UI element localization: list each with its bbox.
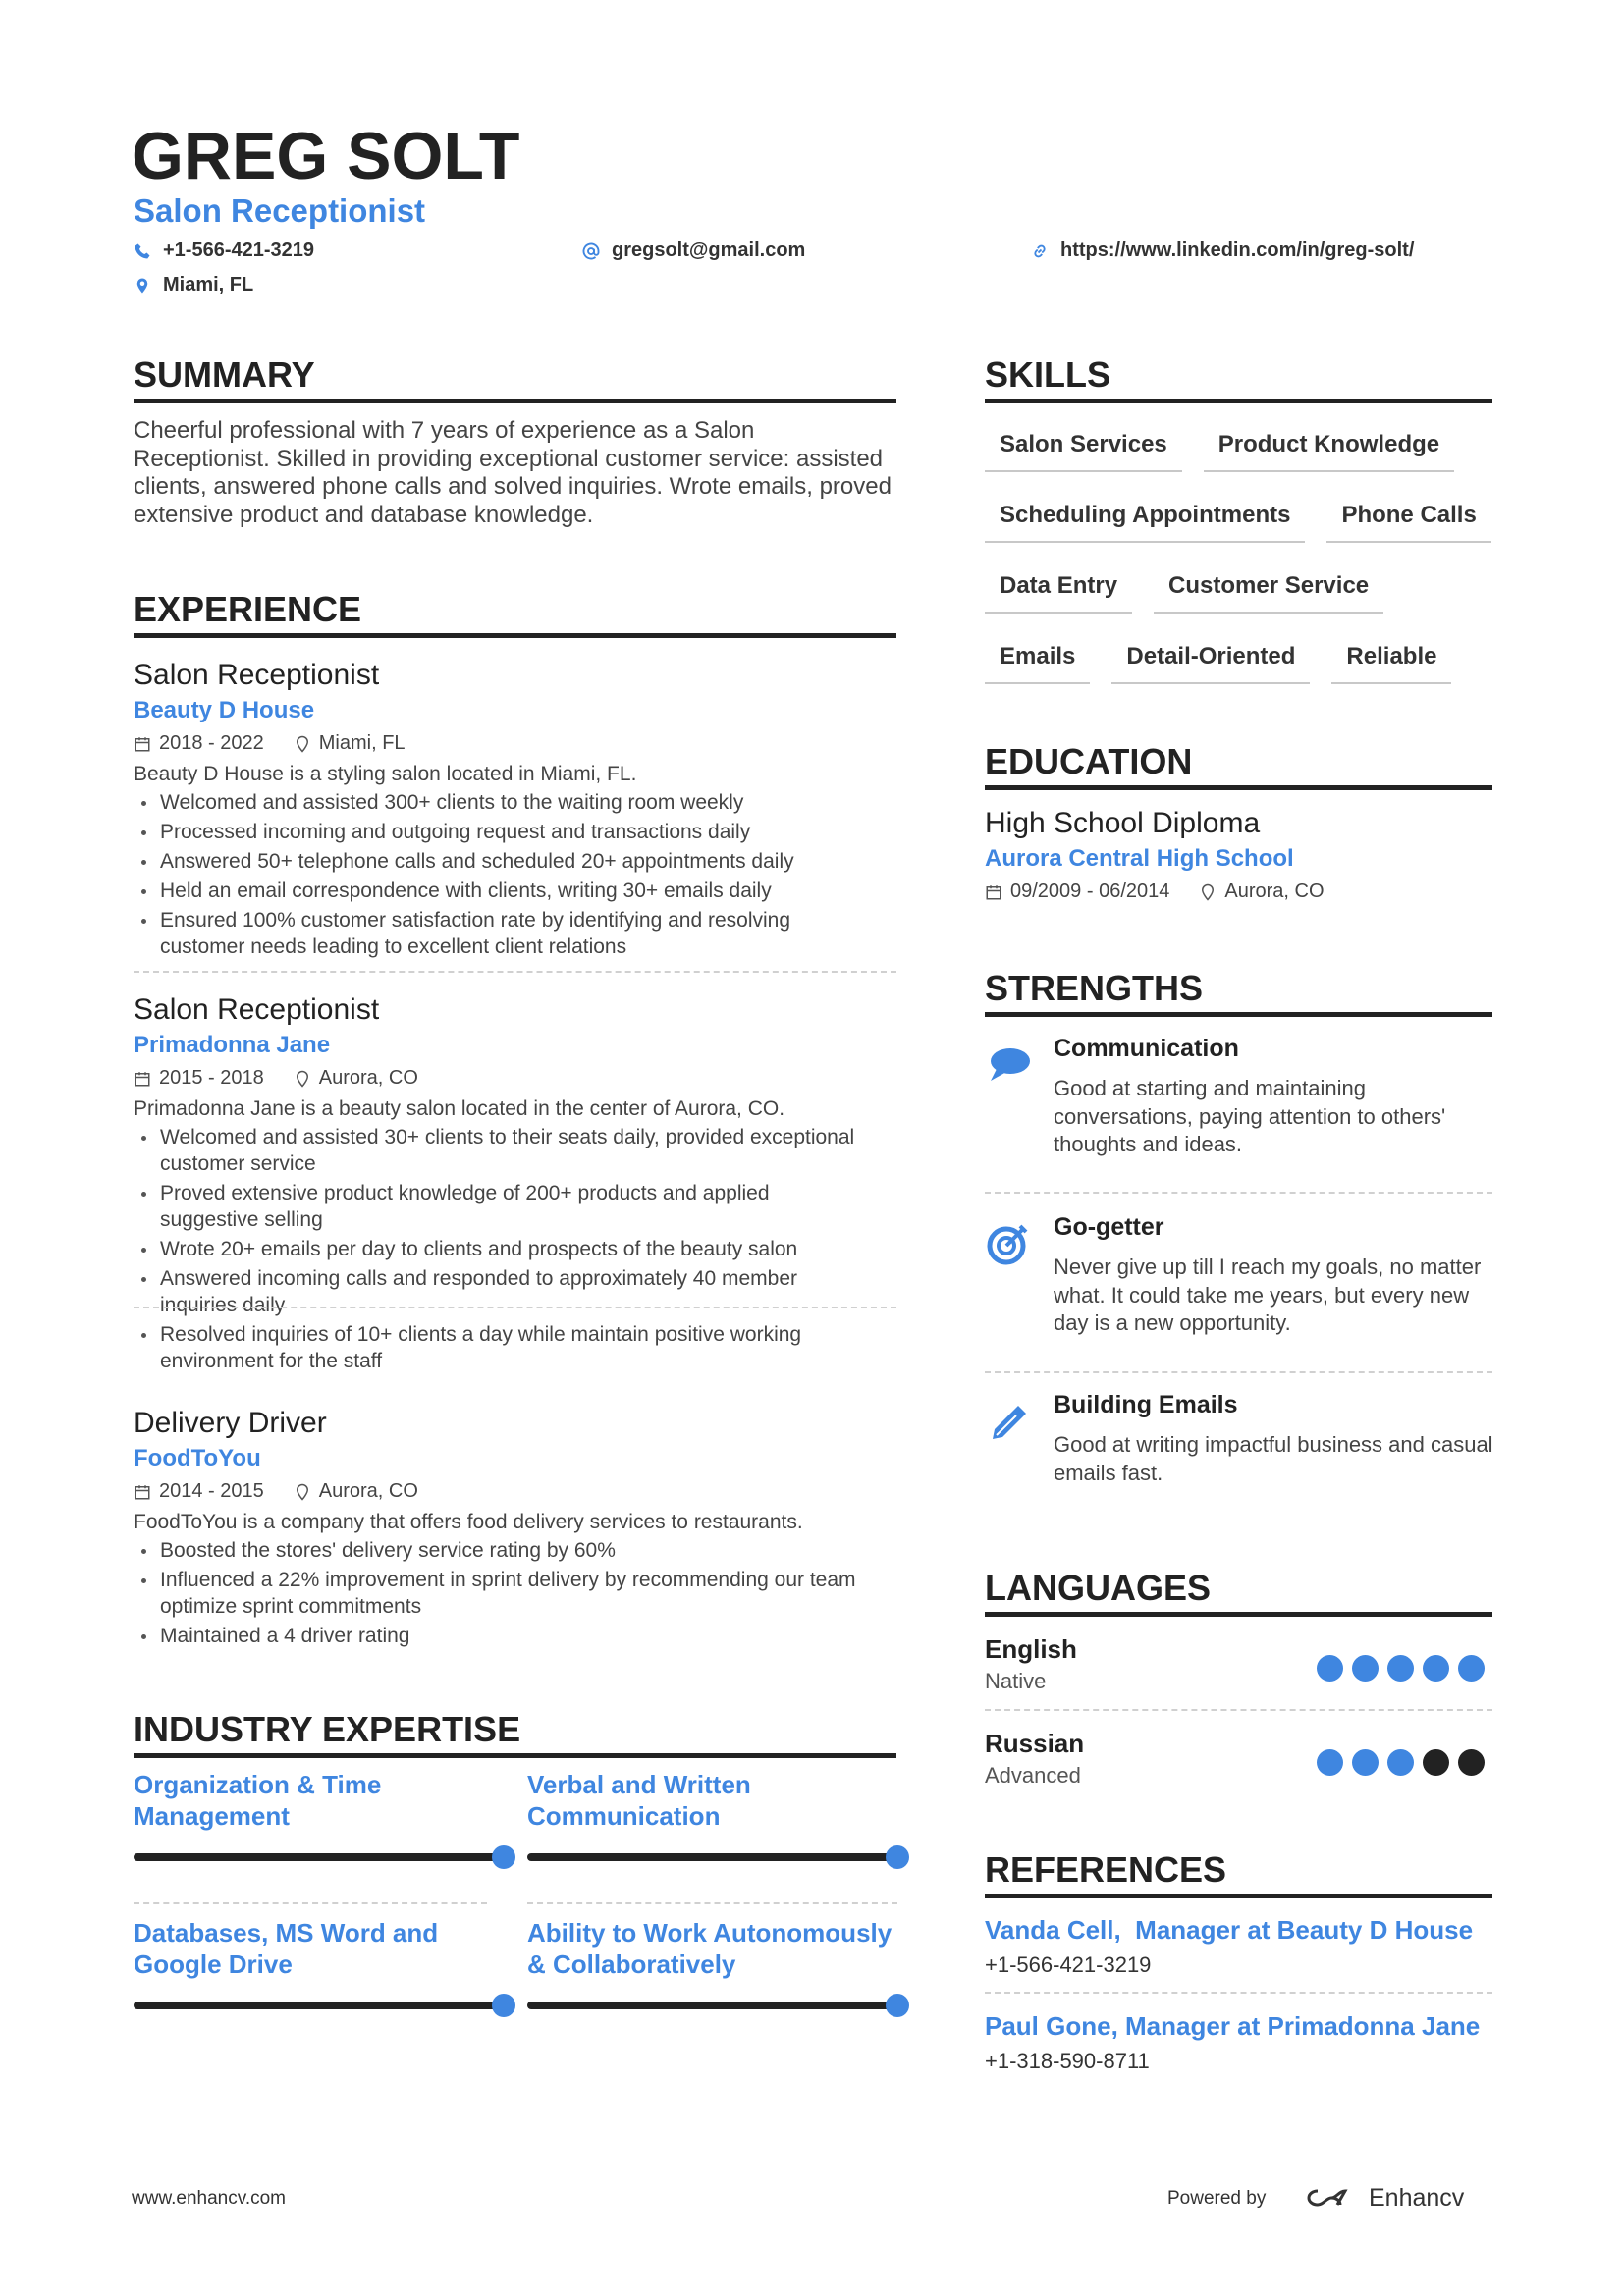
- job-meta: [134, 728, 896, 759]
- skills-section: [985, 355, 1492, 684]
- at-icon: [582, 242, 600, 260]
- footer-powered-by: Powered by: [1167, 2188, 1267, 2209]
- company-name: FoodToYou: [134, 1445, 261, 1471]
- expertise-bar: [134, 2002, 504, 2009]
- rating-dot: [1317, 1749, 1343, 1776]
- linkedin-text: https://www.linkedin.com/in/greg-solt/: [1060, 240, 1415, 261]
- skill-tag: Scheduling Appointments: [985, 494, 1305, 543]
- job-bullet: Welcomed and assisted 30+ clients to their seats daily, provided exceptional customer service: [134, 1124, 860, 1177]
- industry-expertise-section: [134, 1710, 896, 2044]
- expertise-item: [527, 1917, 897, 1980]
- job-bullet: Proved extensive product knowledge of 200+ products and applied suggestive selling: [134, 1180, 860, 1233]
- divider: [985, 1709, 1492, 1711]
- section-heading: EXPERIENCE: [134, 590, 896, 638]
- job-title: Salon Receptionist: [134, 993, 380, 1026]
- expertise-item: [134, 1769, 504, 1832]
- job-location: Aurora, CO: [318, 1067, 418, 1089]
- email-contact[interactable]: [582, 240, 805, 262]
- skill-tag: Salon Services: [985, 423, 1182, 472]
- skill-tag: Customer Service: [1154, 564, 1383, 614]
- job-dates: 2018 - 2022: [159, 732, 264, 754]
- candidate-title: Salon Receptionist: [134, 192, 426, 229]
- language-level: Native: [985, 1669, 1047, 1693]
- expertise-bar: [527, 2002, 897, 2009]
- pencil-icon: [985, 1398, 1032, 1445]
- speech-bubble-icon: [985, 1041, 1032, 1089]
- job-description: FoodToYou is a company that offers food delivery services to restaurants.: [134, 1511, 803, 1533]
- skill-tag: Phone Calls: [1326, 494, 1490, 543]
- job-dates: 2015 - 2018: [159, 1067, 264, 1089]
- reference-name: Paul Gone, Manager at Primadonna Jane: [985, 2011, 1481, 2041]
- expertise-bar-knob: [886, 1845, 909, 1869]
- section-heading: STRENGTHS: [985, 969, 1492, 1017]
- expertise-bar-knob: [886, 1994, 909, 2017]
- expertise-name: Databases, MS Word and Google Drive: [134, 1918, 439, 1979]
- expertise-name: Verbal and Written Communication: [527, 1770, 751, 1831]
- section-heading: SUMMARY: [134, 355, 896, 403]
- calendar-icon: [134, 735, 151, 753]
- linkedin-contact[interactable]: [1031, 240, 1414, 262]
- job-meta: [134, 1476, 896, 1507]
- strength-text: Good at starting and maintaining conversations, paying attention to others' thoughts and ideas.: [1054, 1076, 1446, 1156]
- footer-website[interactable]: www.enhancv.com: [132, 2188, 286, 2209]
- rating-dot: [1352, 1655, 1379, 1682]
- expertise-bar: [134, 1853, 504, 1861]
- reference-phone: +1-318-590-8711: [985, 2049, 1150, 2073]
- email-text: gregsolt@gmail.com: [612, 240, 806, 261]
- location-pin-icon: [294, 1483, 311, 1501]
- expertise-bar-knob: [492, 1994, 515, 2017]
- skill-tag: Product Knowledge: [1204, 423, 1454, 472]
- rating-dot: [1387, 1655, 1414, 1682]
- experience-entry: [134, 658, 896, 963]
- references-section: [985, 1850, 1492, 2096]
- job-dates: 2014 - 2015: [159, 1480, 264, 1502]
- divider: [985, 1371, 1492, 1373]
- candidate-name: GREG SOLT: [132, 119, 520, 193]
- location-text: Miami, FL: [163, 274, 254, 295]
- language-name: English: [985, 1634, 1077, 1664]
- enhancv-logo[interactable]: [1304, 2183, 1464, 2213]
- job-title: Salon Receptionist: [134, 659, 380, 691]
- summary-section: [134, 355, 896, 529]
- rating-dot: [1387, 1749, 1414, 1776]
- phone-contact: [134, 240, 314, 262]
- section-heading: EDUCATION: [985, 742, 1492, 790]
- strength-title: Building Emails: [1054, 1391, 1238, 1418]
- divider: [985, 1992, 1492, 1994]
- language-item: [985, 1633, 1492, 1698]
- target-icon: [985, 1220, 1032, 1267]
- calendar-icon: [134, 1070, 151, 1088]
- rating-dot: [1352, 1749, 1379, 1776]
- location-pin-icon: [134, 277, 151, 294]
- company-name: Primadonna Jane: [134, 1032, 331, 1058]
- reference-item: [985, 2009, 1505, 2080]
- location-pin-icon: [294, 1070, 311, 1088]
- rating-dot: [1423, 1655, 1449, 1682]
- rating-dot: [1458, 1749, 1485, 1776]
- phone-icon: [134, 242, 151, 260]
- job-bullet: Maintained a 4 driver rating: [134, 1623, 860, 1649]
- language-rating: [1317, 1655, 1485, 1682]
- reference-name: Vanda Cell, Manager at Beauty D House: [985, 1915, 1474, 1945]
- divider: [985, 1192, 1492, 1194]
- section-heading: REFERENCES: [985, 1850, 1492, 1898]
- job-location: Miami, FL: [318, 732, 406, 754]
- section-heading: LANGUAGES: [985, 1569, 1492, 1617]
- strengths-section: [985, 969, 1492, 1519]
- job-bullet: Resolved inquiries of 10+ clients a day while maintain positive working environment for the staff: [134, 1321, 860, 1374]
- rating-dot: [1423, 1749, 1449, 1776]
- calendar-icon: [134, 1483, 151, 1501]
- job-bullet: Ensured 100% customer satisfaction rate by identifying and resolving customer needs leading to excellent client relations: [134, 907, 860, 960]
- divider: [134, 1902, 487, 1904]
- job-meta: [134, 1063, 896, 1094]
- language-name: Russian: [985, 1729, 1085, 1758]
- job-bullet: Answered incoming calls and responded to approximately 40 member inquiries daily: [134, 1265, 860, 1318]
- strength-text: Never give up till I reach my goals, no matter what. It could take me years, but every new day is a new opportunity.: [1054, 1255, 1482, 1335]
- expertise-item: [134, 1917, 504, 1980]
- expertise-item: [527, 1769, 897, 1832]
- degree: High School Diploma: [985, 807, 1261, 839]
- experience-entry: [134, 1406, 896, 1652]
- location-contact: [134, 274, 253, 296]
- job-bullet: Welcomed and assisted 300+ clients to the waiting room weekly: [134, 789, 860, 816]
- brand-name: Enhancv: [1369, 2183, 1465, 2212]
- expertise-bar-knob: [492, 1845, 515, 1869]
- calendar-icon: [985, 883, 1002, 901]
- strength-title: Communication: [1054, 1035, 1239, 1062]
- skill-tag: Reliable: [1331, 635, 1451, 684]
- job-bullet: Wrote 20+ emails per day to clients and prospects of the beauty salon: [134, 1236, 860, 1262]
- summary-text: Cheerful professional with 7 years of experience as a Salon Receptionist. Skilled in providing exceptional customer service: assisted clients, answered phone calls and solved inquiries. Wrote emails, proved extensive product and database knowledge.: [134, 417, 892, 528]
- job-bullet: Influenced a 22% improvement in sprint delivery by recommending our team optimize sprint commitments: [134, 1567, 860, 1620]
- divider: [527, 1902, 897, 1904]
- education-dates: 09/2009 - 06/2014: [1010, 881, 1170, 902]
- job-description: Beauty D House is a styling salon located in Miami, FL.: [134, 763, 637, 785]
- job-bullet: Answered 50+ telephone calls and scheduled 20+ appointments daily: [134, 848, 860, 875]
- job-description: Primadonna Jane is a beauty salon located in the center of Aurora, CO.: [134, 1097, 785, 1120]
- strength-text: Good at writing impactful business and casual emails fast.: [1054, 1432, 1493, 1485]
- language-item: [985, 1728, 1492, 1792]
- skill-tag: Data Entry: [985, 564, 1132, 614]
- skill-tag: Detail-Oriented: [1111, 635, 1310, 684]
- job-title: Delivery Driver: [134, 1407, 327, 1439]
- rating-dot: [1317, 1655, 1343, 1682]
- job-location: Aurora, CO: [318, 1480, 418, 1502]
- language-level: Advanced: [985, 1763, 1081, 1788]
- rating-dot: [1458, 1655, 1485, 1682]
- enhancv-logo-icon: [1304, 2183, 1359, 2213]
- section-heading: INDUSTRY EXPERTISE: [134, 1710, 896, 1758]
- languages-section: [985, 1569, 1492, 1804]
- school-name: Aurora Central High School: [985, 845, 1294, 872]
- phone-text: +1-566-421-3219: [163, 240, 315, 261]
- experience-entry: [134, 992, 896, 1377]
- divider: [134, 971, 896, 973]
- company-name: Beauty D House: [134, 697, 315, 723]
- education-location: Aurora, CO: [1224, 881, 1325, 902]
- expertise-name: Organization & Time Management: [134, 1770, 382, 1831]
- expertise-bar: [527, 1853, 897, 1861]
- education-meta: [985, 877, 1492, 907]
- expertise-name: Ability to Work Autonomously & Collaboratively: [527, 1918, 893, 1979]
- location-pin-icon: [1199, 883, 1217, 901]
- job-bullet: Held an email correspondence with clients, writing 30+ emails daily: [134, 878, 860, 904]
- language-rating: [1317, 1749, 1485, 1776]
- skill-tag: Emails: [985, 635, 1090, 684]
- job-bullet: Processed incoming and outgoing request and transactions daily: [134, 819, 860, 845]
- reference-item: [985, 1913, 1505, 1984]
- section-heading: SKILLS: [985, 355, 1492, 403]
- link-icon: [1031, 242, 1049, 260]
- strength-title: Go-getter: [1054, 1213, 1164, 1241]
- job-bullet: Boosted the stores' delivery service rating by 60%: [134, 1537, 860, 1564]
- education-section: [985, 742, 1492, 907]
- experience-section: [134, 590, 896, 1670]
- reference-phone: +1-566-421-3219: [985, 1952, 1152, 1977]
- divider: [134, 1307, 896, 1308]
- location-pin-icon: [294, 735, 311, 753]
